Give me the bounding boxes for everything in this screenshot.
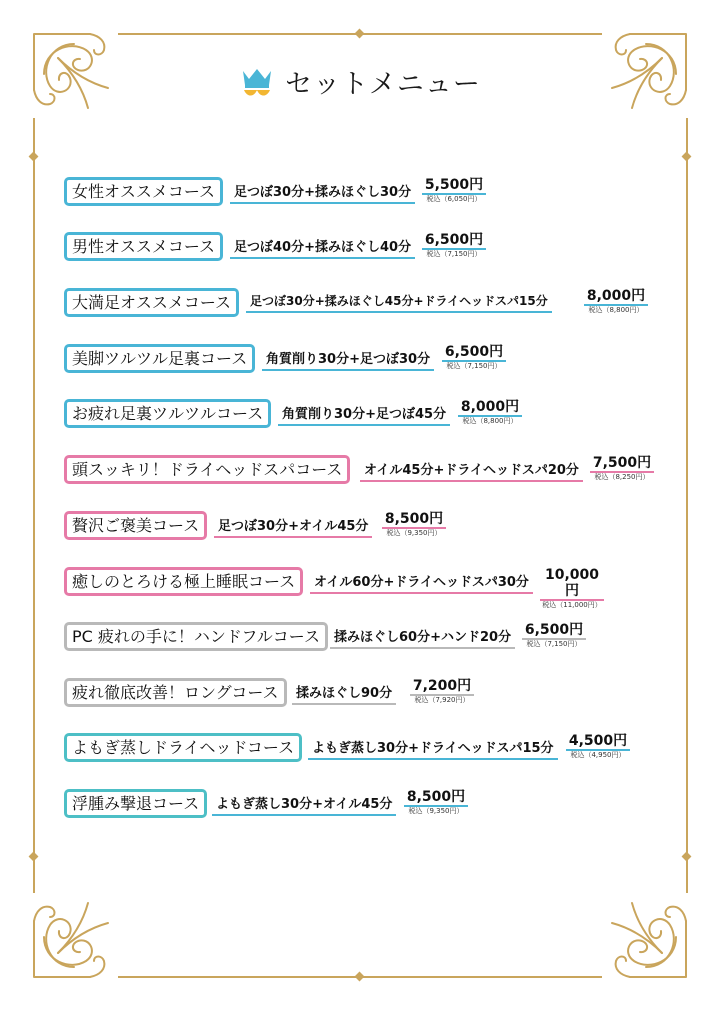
course-name: 大満足オススメコース — [64, 288, 239, 317]
price: 8,500円 — [382, 511, 446, 529]
course-detail: 足つぼ30分+オイル45分 — [214, 515, 372, 538]
course-name: 浮腫み撃退コース — [64, 789, 207, 818]
price-tax-included: 税込（8,800円） — [462, 417, 518, 425]
frame-diamond — [29, 152, 39, 162]
price-tax-included: 税込（11,000円） — [542, 601, 602, 609]
menu-item — [64, 232, 684, 276]
price: 7,200円 — [410, 678, 474, 696]
price-block — [442, 344, 506, 371]
price-tax-included: 税込（7,150円） — [446, 362, 502, 370]
course-detail: 揉みほぐし90分 — [292, 682, 396, 705]
course-detail: 角質削り30分+足つぼ30分 — [262, 348, 434, 371]
menu-item — [64, 789, 684, 833]
price-block — [540, 567, 604, 610]
frame-right-line — [686, 118, 688, 893]
price: 6,500円 — [422, 232, 486, 250]
menu-item — [64, 177, 684, 221]
course-name: 贅沢ご褒美コース — [64, 511, 207, 540]
menu-item — [64, 622, 684, 666]
price: 6,500円 — [442, 344, 506, 362]
menu-item — [64, 511, 684, 555]
crown-icon — [239, 63, 275, 99]
price: 7,500円 — [590, 455, 654, 473]
course-detail: 揉みほぐし60分+ハンド20分 — [330, 626, 515, 649]
price-block — [566, 733, 630, 760]
course-name: 美脚ツルツル足裏コース — [64, 344, 255, 373]
course-detail: 角質削り30分+足つぼ45分 — [278, 403, 450, 426]
course-name: 癒しのとろける極上睡眠コース — [64, 567, 303, 596]
course-detail: 足つぼ40分+揉みほぐし40分 — [230, 236, 415, 259]
menu-item — [64, 678, 684, 722]
course-detail: オイル60分+ドライヘッドスパ30分 — [310, 571, 533, 594]
price-block — [422, 232, 486, 259]
price-tax-included: 税込（9,350円） — [386, 529, 442, 537]
course-detail: 足つぼ30分+揉みほぐし30分 — [230, 181, 415, 204]
menu-item — [64, 567, 684, 611]
price: 10,000円 — [540, 567, 604, 601]
price: 4,500円 — [566, 733, 630, 751]
price-block — [584, 288, 648, 315]
price-tax-included: 税込（4,950円） — [570, 751, 626, 759]
price: 6,500円 — [522, 622, 586, 640]
price-block — [382, 511, 446, 538]
course-detail: オイル45分+ドライヘッドスパ20分 — [360, 459, 583, 482]
frame-diamond — [682, 152, 692, 162]
price-tax-included: 税込（7,150円） — [526, 640, 582, 648]
price-tax-included: 税込（9,350円） — [408, 807, 464, 815]
price-block — [422, 177, 486, 204]
course-name: よもぎ蒸しドライヘッドコース — [64, 733, 302, 762]
price-tax-included: 税込（8,800円） — [588, 306, 644, 314]
price-tax-included: 税込（7,920円） — [414, 696, 470, 704]
page-title: セットメニュー — [285, 68, 481, 100]
price-tax-included: 税込（6,050円） — [426, 195, 482, 203]
price-block — [590, 455, 654, 482]
frame-diamond — [355, 29, 365, 39]
frame-diamond — [682, 852, 692, 862]
price: 5,500円 — [422, 177, 486, 195]
price-block — [458, 399, 522, 426]
corner-ornament-bottom-right — [594, 885, 690, 981]
price: 8,500円 — [404, 789, 468, 807]
frame-left-line — [33, 118, 35, 893]
course-name: 疲れ徹底改善！ロングコース — [64, 678, 287, 707]
frame-diamond — [29, 852, 39, 862]
menu-item — [64, 288, 684, 332]
course-detail: よもぎ蒸し30分+ドライヘッドスパ15分 — [308, 737, 558, 760]
course-name: お疲れ足裏ツルツルコース — [64, 399, 271, 428]
course-detail: 足つぼ30分+揉みほぐし45分+ドライヘッドスパ15分 — [246, 292, 552, 313]
frame-diamond — [355, 972, 365, 982]
menu-item — [64, 733, 684, 777]
price-block — [522, 622, 586, 649]
page-header — [0, 58, 720, 104]
price-block — [410, 678, 474, 705]
menu-item — [64, 399, 684, 443]
course-detail: よもぎ蒸し30分+オイル45分 — [212, 793, 396, 816]
corner-ornament-bottom-left — [30, 885, 126, 981]
price-tax-included: 税込（7,150円） — [426, 250, 482, 258]
menu-item — [64, 344, 684, 388]
price: 8,000円 — [584, 288, 648, 306]
price: 8,000円 — [458, 399, 522, 417]
price-block — [404, 789, 468, 816]
course-name: 女性オススメコース — [64, 177, 223, 206]
course-name: 頭スッキリ！ドライヘッドスパコース — [64, 455, 350, 484]
menu-item — [64, 455, 684, 499]
course-name: PC 疲れの手に！ハンドフルコース — [64, 622, 328, 651]
price-tax-included: 税込（8,250円） — [594, 473, 650, 481]
course-name: 男性オススメコース — [64, 232, 223, 261]
